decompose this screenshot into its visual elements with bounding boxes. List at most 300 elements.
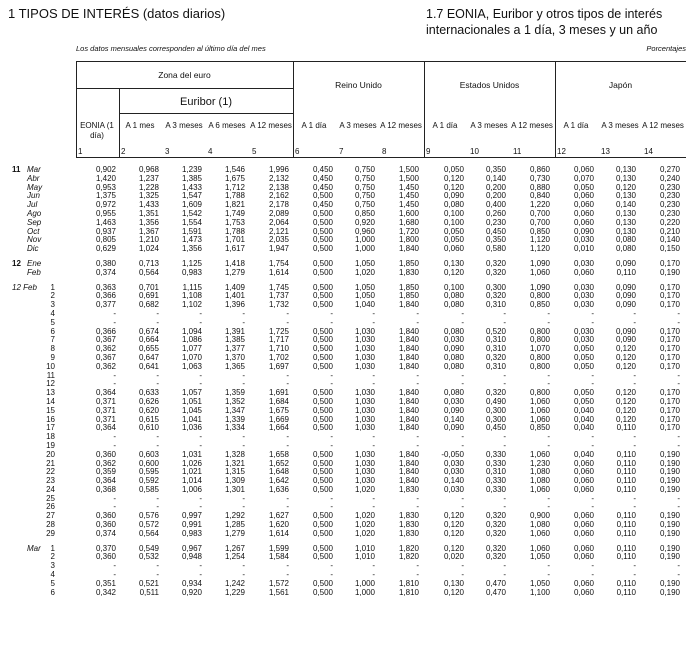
column-header-3: A 3 meses <box>165 121 203 130</box>
table-cell: - <box>286 379 289 389</box>
table-cell: 0,170 <box>659 388 680 398</box>
table-cell: 1,021 <box>181 467 202 477</box>
table-cell: 1,086 <box>181 335 202 345</box>
table-cell: 0,090 <box>615 300 636 310</box>
table-cell: 0,100 <box>443 282 464 292</box>
column-header-12: A 1 día <box>563 121 589 130</box>
table-cell: 1,120 <box>529 244 550 254</box>
table-cell: 1,620 <box>268 520 289 530</box>
table-cell: 1,418 <box>224 258 245 268</box>
table-cell: 0,040 <box>573 414 594 424</box>
table-cell: - <box>372 493 375 503</box>
table-cell: 1,754 <box>268 258 289 268</box>
table-cell: 0,310 <box>485 344 506 354</box>
table-cell: 0,470 <box>485 578 506 588</box>
table-cell: 0,030 <box>443 484 464 494</box>
table-cell: 1,351 <box>138 208 159 218</box>
table-cell: 1,031 <box>181 449 202 459</box>
table-cell: 0,955 <box>95 208 116 218</box>
table-cell: 0,110 <box>616 458 636 468</box>
table-cell: 0,362 <box>95 361 116 371</box>
table-cell: 1,347 <box>224 405 245 415</box>
table-cell: 0,090 <box>615 258 636 268</box>
row-day: 3 <box>50 561 55 571</box>
table-cell: - <box>113 317 116 327</box>
table-cell: 1,396 <box>224 300 245 310</box>
table-cell: 0,120 <box>443 173 464 183</box>
table-cell: 0,030 <box>443 467 464 477</box>
table-cell: 1,840 <box>398 361 419 371</box>
table-cell: 1,070 <box>529 344 550 354</box>
group-uk: Reino Unido <box>335 80 382 90</box>
table-cell: 0,100 <box>443 217 464 227</box>
table-cell: 0,360 <box>95 552 116 562</box>
row-day: 23 <box>46 476 55 486</box>
table-cell: 0,800 <box>529 291 550 301</box>
table-row <box>0 245 696 254</box>
table-cell: - <box>372 379 375 389</box>
table-cell: 0,500 <box>312 520 333 530</box>
table-cell: - <box>591 570 594 580</box>
table-cell: - <box>633 308 636 318</box>
table-cell: 0,450 <box>312 182 333 192</box>
table-cell: 1,385 <box>181 173 202 183</box>
table-cell: 1,060 <box>529 414 550 424</box>
table-cell: 0,937 <box>95 226 116 236</box>
column-number-3: 3 <box>165 147 170 156</box>
table-cell: 1,717 <box>268 335 289 345</box>
table-cell: - <box>677 440 680 450</box>
table-cell: 0,320 <box>485 543 506 553</box>
table-cell: 1,450 <box>398 200 419 210</box>
table-cell: 0,500 <box>312 552 333 562</box>
table-cell: 0,060 <box>573 520 594 530</box>
row-month: Mar <box>27 543 41 553</box>
column-header-1: EONIA (1 día) <box>80 121 114 140</box>
row-month: Jul <box>27 200 38 210</box>
row-day: 19 <box>46 440 55 450</box>
table-cell: 0,190 <box>659 552 680 562</box>
table-cell: 1,420 <box>95 173 116 183</box>
table-cell: 0,090 <box>443 423 464 433</box>
table-cell: 1,060 <box>529 528 550 538</box>
table-cell: 0,130 <box>615 208 636 218</box>
table-cell: 0,170 <box>659 291 680 301</box>
table-cell: 0,170 <box>659 344 680 354</box>
table-cell: 1,375 <box>95 191 116 201</box>
table-cell: 0,270 <box>659 165 680 174</box>
table-cell: - <box>372 432 375 442</box>
table-cell: 0,368 <box>95 484 116 494</box>
table-cell: 0,170 <box>659 361 680 371</box>
table-cell: 0,030 <box>443 458 464 468</box>
table-cell: 0,500 <box>312 458 333 468</box>
table-cell: - <box>199 317 202 327</box>
row-month: Mar <box>27 165 41 174</box>
table-cell: 0,500 <box>312 291 333 301</box>
table-cell: 0,030 <box>573 235 594 245</box>
row-day: 25 <box>46 493 55 503</box>
table-cell: - <box>547 379 550 389</box>
table-cell: 0,750 <box>354 173 375 183</box>
table-cell: - <box>286 440 289 450</box>
table-cell: - <box>416 493 419 503</box>
column-header-8: A 12 meses <box>380 121 422 130</box>
table-cell: 1,669 <box>268 414 289 424</box>
table-cell: 0,370 <box>95 543 116 553</box>
table-cell: - <box>113 308 116 318</box>
table-cell: 1,546 <box>224 165 245 174</box>
table-cell: 0,997 <box>181 511 202 521</box>
table-cell: 0,968 <box>138 165 159 174</box>
table-cell: 1,063 <box>181 361 202 371</box>
table-cell: - <box>461 502 464 512</box>
table-cell: 0,511 <box>139 587 159 597</box>
row-day: 6 <box>50 326 55 336</box>
table-cell: 1,473 <box>181 235 202 245</box>
table-cell: 0,960 <box>354 226 375 236</box>
table-cell: 1,060 <box>529 543 550 553</box>
column-number-9: 9 <box>426 147 431 156</box>
table-cell: 0,380 <box>95 258 116 268</box>
table-cell: 0,140 <box>443 476 464 486</box>
column-number-6: 6 <box>295 147 300 156</box>
table-cell: 0,060 <box>573 476 594 486</box>
table-cell: 1,024 <box>138 244 159 254</box>
table-cell: 0,030 <box>573 326 594 336</box>
table-cell: - <box>677 379 680 389</box>
table-cell: - <box>156 502 159 512</box>
table-cell: 0,230 <box>659 191 680 201</box>
table-cell: 2,178 <box>268 200 289 210</box>
table-cell: 0,371 <box>95 405 116 415</box>
table-cell: - <box>242 493 245 503</box>
table-cell: - <box>330 317 333 327</box>
row-day: 4 <box>50 308 55 318</box>
table-cell: 1,050 <box>529 552 550 562</box>
table-cell: - <box>113 502 116 512</box>
column-header-11: A 12 meses <box>511 121 553 130</box>
table-cell: 0,701 <box>138 282 159 292</box>
table-cell: 0,948 <box>181 552 202 562</box>
column-number-7: 7 <box>339 147 344 156</box>
row-month: Nov <box>27 235 42 245</box>
table-cell: - <box>677 370 680 380</box>
table-cell: - <box>156 317 159 327</box>
table-cell: - <box>199 561 202 571</box>
table-cell: 0,050 <box>573 182 594 192</box>
table-cell: 1,090 <box>529 258 550 268</box>
table-cell: 1,642 <box>268 476 289 486</box>
table-cell: 1,050 <box>354 291 375 301</box>
table-cell: - <box>242 317 245 327</box>
table-cell: - <box>633 493 636 503</box>
table-cell: 1,664 <box>268 423 289 433</box>
header-bottom-rule <box>76 157 686 158</box>
table-cell: 0,170 <box>659 258 680 268</box>
group-euro: Zona del euro <box>158 70 211 80</box>
table-cell: 0,615 <box>138 414 159 424</box>
table-cell: 1,339 <box>224 414 245 424</box>
row-day: 1 <box>50 282 55 292</box>
table-cell: 1,050 <box>354 258 375 268</box>
table-cell: 1,658 <box>268 449 289 459</box>
table-cell: 1,840 <box>398 326 419 336</box>
table-cell: 0,572 <box>138 520 159 530</box>
table-cell: 0,120 <box>615 361 636 371</box>
table-cell: 0,620 <box>138 405 159 415</box>
table-cell: 0,040 <box>573 405 594 415</box>
table-cell: 0,360 <box>95 449 116 459</box>
table-cell: 1,045 <box>181 405 202 415</box>
table-cell: 1,377 <box>224 344 245 354</box>
table-cell: 1,051 <box>181 396 202 406</box>
table-cell: 0,576 <box>138 511 159 521</box>
table-cell: 1,542 <box>181 208 202 218</box>
table-cell: 0,190 <box>659 520 680 530</box>
divider-euro-uk <box>293 61 294 157</box>
table-cell: 0,120 <box>443 182 464 192</box>
table-cell: 0,500 <box>312 191 333 201</box>
table-cell: 0,080 <box>443 200 464 210</box>
table-cell: 1,680 <box>398 217 419 227</box>
table-cell: 1,409 <box>224 282 245 292</box>
table-cell: - <box>242 440 245 450</box>
table-cell: 1,840 <box>398 405 419 415</box>
table-cell: 0,371 <box>95 414 116 424</box>
table-cell: - <box>113 561 116 571</box>
table-cell: - <box>461 561 464 571</box>
table-cell: 0,080 <box>443 291 464 301</box>
table-cell: 1,000 <box>354 587 375 597</box>
divider-uk-us <box>424 61 425 157</box>
table-cell: - <box>461 370 464 380</box>
table-cell: - <box>372 502 375 512</box>
row-day: 18 <box>46 432 55 442</box>
table-cell: 0,500 <box>312 352 333 362</box>
table-cell: 0,190 <box>659 476 680 486</box>
table-cell: - <box>677 502 680 512</box>
table-cell: 0,090 <box>615 335 636 345</box>
table-cell: - <box>330 370 333 380</box>
table-cell: 0,500 <box>312 208 333 218</box>
row-day: 11 <box>46 370 55 380</box>
table-cell: 0,647 <box>138 352 159 362</box>
table-cell: 0,220 <box>659 217 680 227</box>
table-cell: 0,120 <box>615 414 636 424</box>
table-cell: - <box>633 370 636 380</box>
table-cell: 0,130 <box>615 173 636 183</box>
table-cell: 0,700 <box>529 208 550 218</box>
table-cell: 1,572 <box>268 578 289 588</box>
table-cell: 2,035 <box>268 235 289 245</box>
table-cell: 0,190 <box>659 528 680 538</box>
table-cell: 2,162 <box>268 191 289 201</box>
table-cell: 1,080 <box>529 467 550 477</box>
table-cell: 0,300 <box>485 405 506 415</box>
table-cell: 0,190 <box>659 449 680 459</box>
table-cell: 1,840 <box>398 352 419 362</box>
table-cell: 0,362 <box>95 344 116 354</box>
table-cell: 1,367 <box>138 226 159 236</box>
table-cell: 0,060 <box>573 165 594 174</box>
row-day: 17 <box>46 423 55 433</box>
table-cell: 0,500 <box>312 361 333 371</box>
table-cell: 0,500 <box>312 226 333 236</box>
table-cell: 1,840 <box>398 476 419 486</box>
table-cell: 1,391 <box>224 326 245 336</box>
table-cell: 1,102 <box>181 300 202 310</box>
table-cell: 0,674 <box>138 326 159 336</box>
table-cell: 1,840 <box>398 414 419 424</box>
table-cell: 0,060 <box>573 587 594 597</box>
table-cell: 0,351 <box>95 578 116 588</box>
table-cell: 1,279 <box>224 267 245 277</box>
table-cell: 0,050 <box>573 352 594 362</box>
table-cell: 0,900 <box>529 511 550 521</box>
table-cell: - <box>416 561 419 571</box>
table-cell: 0,170 <box>659 396 680 406</box>
table-cell: 0,367 <box>95 335 116 345</box>
table-cell: 0,500 <box>312 235 333 245</box>
table-cell: 0,090 <box>615 326 636 336</box>
table-cell: 0,500 <box>312 267 333 277</box>
table-cell: 0,521 <box>138 578 159 588</box>
table-cell: 0,060 <box>573 511 594 521</box>
table-cell: 0,840 <box>529 191 550 201</box>
table-cell: 1,060 <box>529 484 550 494</box>
row-day: 4 <box>50 570 55 580</box>
table-cell: 0,450 <box>312 173 333 183</box>
table-subtitle: 1.7 EONIA, Euribor y otros tipos de interés internacionales a 1 día, 3 meses y un año <box>426 7 663 37</box>
table-cell: 0,500 <box>312 300 333 310</box>
table-cell: 0,080 <box>615 244 636 254</box>
row-day: 8 <box>50 344 55 354</box>
table-cell: - <box>113 440 116 450</box>
table-cell: 0,130 <box>615 217 636 227</box>
table-cell: 0,450 <box>485 423 506 433</box>
table-cell: 0,641 <box>138 361 159 371</box>
table-cell: 0,110 <box>616 578 636 588</box>
table-cell: - <box>547 493 550 503</box>
table-cell: 1,385 <box>224 335 245 345</box>
table-cell: 1,500 <box>398 165 419 174</box>
table-cell: 0,500 <box>312 587 333 597</box>
table-cell: 0,110 <box>616 449 636 459</box>
table-cell: 1,115 <box>182 282 202 292</box>
table-cell: 0,060 <box>573 267 594 277</box>
table-cell: 0,050 <box>573 361 594 371</box>
table-cell: - <box>461 379 464 389</box>
table-cell: 0,120 <box>615 396 636 406</box>
table-cell: 0,664 <box>138 335 159 345</box>
table-cell: 0,060 <box>443 244 464 254</box>
table-cell: 1,370 <box>224 352 245 362</box>
table-cell: 0,750 <box>354 165 375 174</box>
table-cell: 0,500 <box>312 511 333 521</box>
table-cell: 1,800 <box>398 235 419 245</box>
table-cell: - <box>633 432 636 442</box>
table-cell: 0,850 <box>529 423 550 433</box>
table-cell: 1,702 <box>268 352 289 362</box>
row-month: May <box>27 182 43 192</box>
table-cell: 0,050 <box>573 396 594 406</box>
table-cell: -0,050 <box>441 449 464 459</box>
table-cell: 0,320 <box>485 552 506 562</box>
table-cell: 0,080 <box>443 352 464 362</box>
table-cell: 1,292 <box>224 511 245 521</box>
column-number-14: 14 <box>644 147 653 156</box>
table-cell: - <box>330 493 333 503</box>
table-cell: - <box>591 432 594 442</box>
row-month: Feb <box>27 267 41 277</box>
table-cell: 0,110 <box>616 484 636 494</box>
table-cell: 1,840 <box>398 396 419 406</box>
table-cell: - <box>156 432 159 442</box>
table-cell: 0,450 <box>312 165 333 174</box>
table-cell: 1,600 <box>398 208 419 218</box>
table-cell: 1,840 <box>398 388 419 398</box>
units-note: Porcentajes <box>646 44 686 53</box>
table-cell: 1,030 <box>354 423 375 433</box>
row-day: 21 <box>46 458 55 468</box>
table-cell: 1,947 <box>268 244 289 254</box>
table-cell: 1,840 <box>398 244 419 254</box>
table-cell: 1,648 <box>268 467 289 477</box>
table-cell: 0,190 <box>659 578 680 588</box>
table-cell: 0,140 <box>443 414 464 424</box>
table-cell: 1,821 <box>224 200 245 210</box>
group-jp: Japón <box>608 80 633 90</box>
table-cell: 0,750 <box>354 191 375 201</box>
table-cell: - <box>591 370 594 380</box>
table-cell: 1,840 <box>398 300 419 310</box>
table-row <box>0 589 696 598</box>
table-cell: - <box>503 561 506 571</box>
table-cell: 0,585 <box>138 484 159 494</box>
table-cell: - <box>286 502 289 512</box>
table-cell: - <box>547 440 550 450</box>
row-month: Jun <box>27 191 40 201</box>
row-month: Ago <box>27 208 42 218</box>
table-cell: - <box>242 370 245 380</box>
table-cell: - <box>286 370 289 380</box>
table-cell: 0,850 <box>354 208 375 218</box>
table-cell: 1,030 <box>354 414 375 424</box>
table-cell: 0,342 <box>95 587 116 597</box>
table-cell: - <box>591 493 594 503</box>
table-cell: 1,239 <box>181 165 202 174</box>
table-cell: - <box>503 432 506 442</box>
table-cell: 0,110 <box>616 528 636 538</box>
column-header-13: A 3 meses <box>601 121 639 130</box>
table-cell: - <box>372 308 375 318</box>
table-cell: - <box>591 440 594 450</box>
table-cell: 0,850 <box>529 300 550 310</box>
table-cell: - <box>286 493 289 503</box>
table-cell: 1,584 <box>268 552 289 562</box>
table-cell: 0,060 <box>573 528 594 538</box>
table-cell: 0,110 <box>616 511 636 521</box>
table-cell: 1,060 <box>529 396 550 406</box>
table-cell: 0,350 <box>485 165 506 174</box>
table-cell: 0,805 <box>95 235 116 245</box>
table-cell: - <box>547 432 550 442</box>
table-cell: 0,500 <box>312 423 333 433</box>
table-cell: 0,330 <box>485 449 506 459</box>
table-cell: - <box>591 502 594 512</box>
table-cell: - <box>416 317 419 327</box>
